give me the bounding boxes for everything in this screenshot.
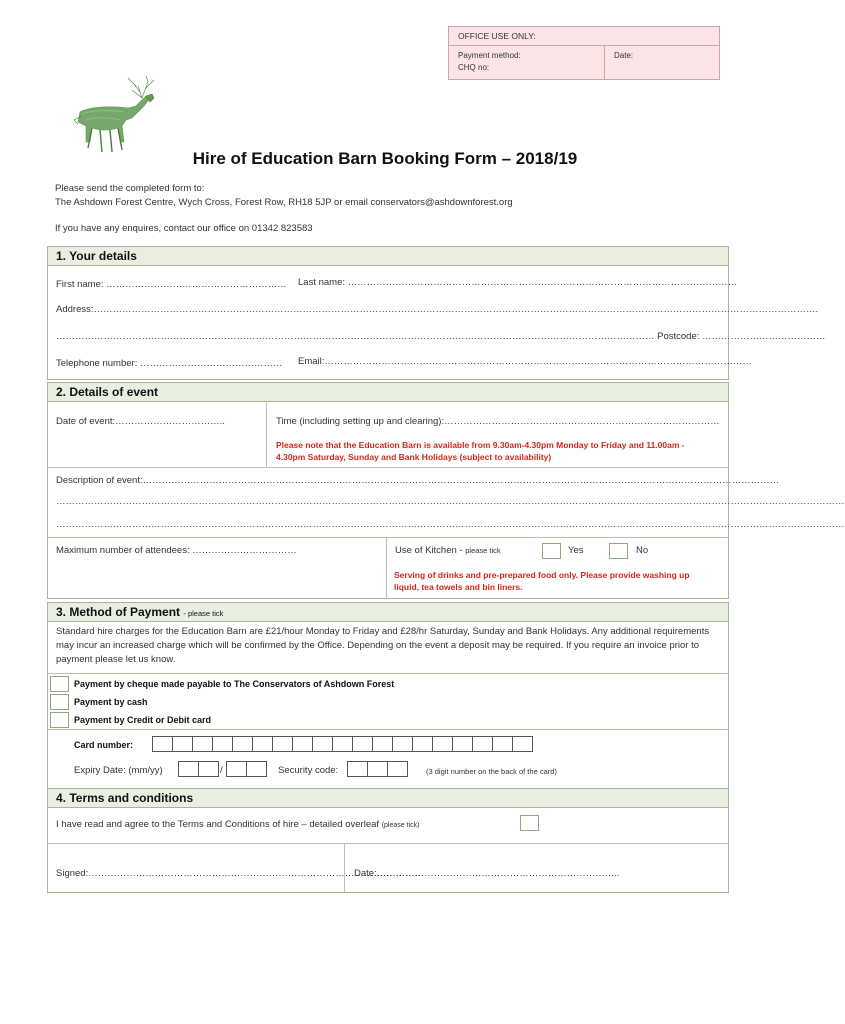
pay-cheque-checkbox[interactable]	[50, 676, 69, 692]
intro-line-2: The Ashdown Forest Centre, Wych Cross, Forest Row, RH18 5JP or email conservators@ashdownforest.org	[55, 197, 513, 208]
signed-field[interactable]: Signed:……………………………………………………………………………………………	[56, 868, 421, 879]
intro-line-1: Please send the completed form to:	[55, 183, 205, 194]
email-field[interactable]: Email:………………………………………………………………………………………………………………………	[298, 356, 752, 367]
expiry-month-input[interactable]	[178, 761, 220, 777]
office-payment-method: Payment method:	[458, 51, 521, 60]
intro-line-3: If you have any enquires, contact our office on 01342 823583	[55, 223, 313, 234]
first-name-field[interactable]: First name: …………………………………………………	[56, 279, 287, 290]
last-name-field[interactable]: Last name: ……………………………………………………………………………………………………………	[298, 277, 738, 288]
section-your-details	[47, 246, 826, 380]
event-time-field[interactable]: Time (including setting up and clearing):……………………………………………………………………………	[276, 416, 720, 427]
section-3-heading: 3. Method of Payment - please tick	[56, 605, 224, 619]
availability-note: Please note that the Education Barn is available from 9.30am-4.30pm Monday to Friday and 11.00am - 4.30pm Saturday, Sunday and Bank Holidays (subject to availability)	[276, 440, 685, 462]
telephone-field[interactable]: Telephone number: ………………………………………	[56, 358, 283, 369]
kitchen-note: Serving of drinks and pre-prepared food only. Please provide washing up liquid, tea towels and bin liners.	[394, 570, 690, 592]
description-field[interactable]: Description of event:…………………………………………………………………………………………………………………………………………………………………………………	[56, 475, 780, 486]
pay-cash-label: Payment by cash	[74, 697, 148, 707]
pay-cash-checkbox[interactable]	[50, 694, 69, 710]
terms-agree-checkbox[interactable]	[520, 815, 539, 831]
kitchen-label: Use of Kitchen - please tick	[395, 545, 501, 556]
expiry-label: Expiry Date: (mm/yy)	[74, 765, 163, 776]
kitchen-no-label: No	[636, 545, 649, 556]
office-use-box	[448, 26, 720, 80]
security-code-label: Security code:	[278, 765, 339, 776]
deer-logo-icon	[62, 76, 170, 160]
form-title: Hire of Education Barn Booking Form – 2018/19	[192, 149, 578, 168]
description-line-2[interactable]: ……………………………………………………………………………………………………………………………………………………………………………………………………………………………	[56, 496, 845, 507]
office-chq-no: CHQ no:	[458, 63, 490, 72]
section-details-of-event	[47, 382, 845, 599]
description-line-3[interactable]: ……………………………………………………………………………………………………………………………………………………………………………………………………………………………	[56, 519, 845, 530]
terms-agree-label: I have read and agree to the Terms and Conditions of hire – detailed overleaf (please tick)	[56, 819, 420, 830]
pay-card-checkbox[interactable]	[50, 712, 69, 728]
office-title: OFFICE USE ONLY:	[458, 31, 536, 41]
security-code-note: (3 digit number on the back of the card)	[426, 767, 557, 776]
card-number-input[interactable]	[152, 736, 552, 752]
card-number-label: Card number:	[74, 740, 134, 750]
section-1-heading: 1. Your details	[56, 249, 137, 263]
pay-cheque-label: Payment by cheque made payable to The Conservators of Ashdown Forest	[74, 679, 395, 689]
expiry-year-input[interactable]	[226, 761, 268, 777]
section-2-heading: 2. Details of event	[56, 385, 159, 399]
pay-card-label: Payment by Credit or Debit card	[74, 715, 212, 725]
office-date: Date:	[614, 51, 634, 60]
kitchen-yes-checkbox[interactable]	[542, 543, 561, 559]
payment-info-text: Standard hire charges for the Education Barn are £21/hour Monday to Friday and £28/hr Saturday, Sunday and Bank Holidays. Any additional requirements may incur an increased charge which will be confirmed by the Office. Depending on the event a deposit may be required. If you require an invoice prior to payment please let us know.	[56, 626, 710, 665]
section-method-of-payment	[47, 602, 729, 790]
address-postcode-field[interactable]: ……………………………………………………………………………………………………………………………………………………………………… Postcode: …………………………………	[56, 331, 826, 342]
security-code-input[interactable]	[347, 761, 409, 777]
section-4-heading: 4. Terms and conditions	[56, 791, 194, 805]
attendees-field[interactable]: Maximum number of attendees: ……………………………	[56, 545, 297, 556]
expiry-slash: /	[220, 765, 223, 776]
address-field[interactable]: Address:………………………………………………………………………………………………………………………………………………………………………………………………………….	[56, 304, 819, 315]
event-date-field[interactable]: Date of event:……………………………..	[56, 416, 225, 427]
kitchen-no-checkbox[interactable]	[609, 543, 628, 559]
date-field[interactable]: Date:…………………………………………………………………..	[354, 868, 620, 879]
kitchen-yes-label: Yes	[568, 545, 584, 556]
section-terms-and-conditions	[47, 788, 729, 893]
